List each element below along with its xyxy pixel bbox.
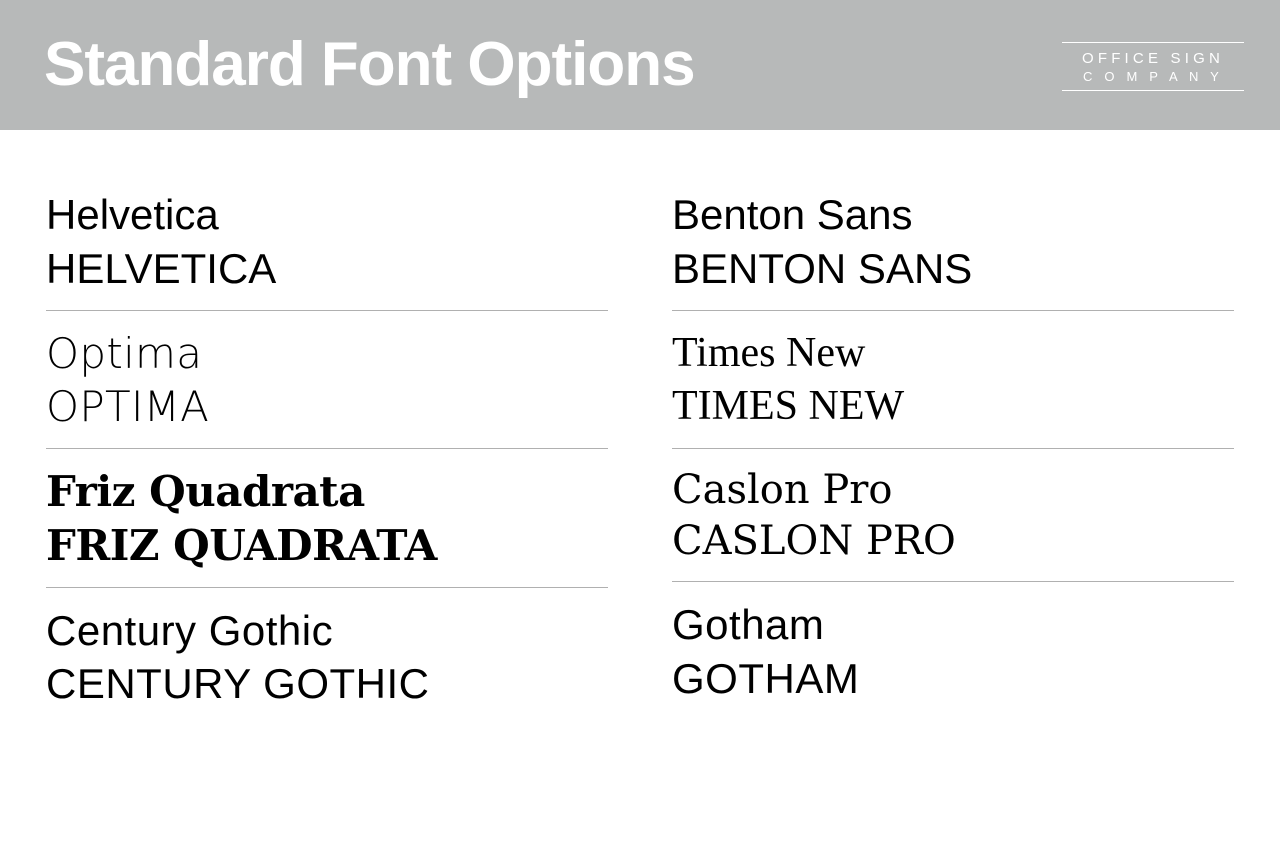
page-title: Standard Font Options: [44, 30, 695, 99]
font-sample-mixedcase: Times New: [672, 329, 866, 376]
font-sample-uppercase: FRIZ QUADRATA: [46, 520, 437, 570]
font-entry-helvetica: [46, 172, 608, 311]
font-sample-mixedcase: Helvetica: [46, 191, 219, 238]
font-sample-mixedcase: Friz Quadrata: [46, 467, 365, 516]
font-sample-mixedcase: Benton Sans: [672, 191, 913, 238]
font-sample-mixedcase: Century Gothic: [46, 606, 334, 654]
font-list: [0, 130, 1280, 850]
font-sample-uppercase: TIMES NEW: [672, 383, 905, 430]
font-entry-benton-sans: [672, 172, 1234, 311]
font-column-left: [46, 172, 608, 850]
font-sample-mixedcase: Optima: [46, 328, 203, 378]
font-entry-optima: [46, 311, 608, 450]
font-entry-caslon-pro: [672, 449, 1234, 582]
logo-bottom-rule: [1062, 90, 1244, 91]
font-sample-uppercase: CASLON PRO: [672, 518, 956, 565]
font-sample-mixedcase: Gotham: [672, 601, 825, 649]
logo-line-2: C O M P A N Y: [1082, 68, 1224, 84]
font-sample-uppercase: CENTURY GOTHIC: [46, 660, 430, 708]
page-header: [0, 0, 1280, 130]
company-logo: [1062, 40, 1244, 91]
font-entry-gotham: [672, 582, 1234, 720]
font-sample-uppercase: GOTHAM: [672, 655, 860, 703]
font-entry-friz-quadrata: [46, 449, 608, 588]
font-sample-uppercase: HELVETICA: [46, 244, 277, 292]
font-sample-uppercase: OPTIMA: [46, 382, 210, 432]
font-sample-uppercase: BENTON SANS: [672, 244, 973, 292]
logo-line-1: OFFICE SIGN: [1081, 49, 1225, 67]
font-column-right: [672, 172, 1234, 850]
font-entry-century-gothic: [46, 588, 608, 726]
font-entry-times-new: [672, 311, 1234, 450]
font-sample-mixedcase: Caslon Pro: [672, 467, 893, 513]
